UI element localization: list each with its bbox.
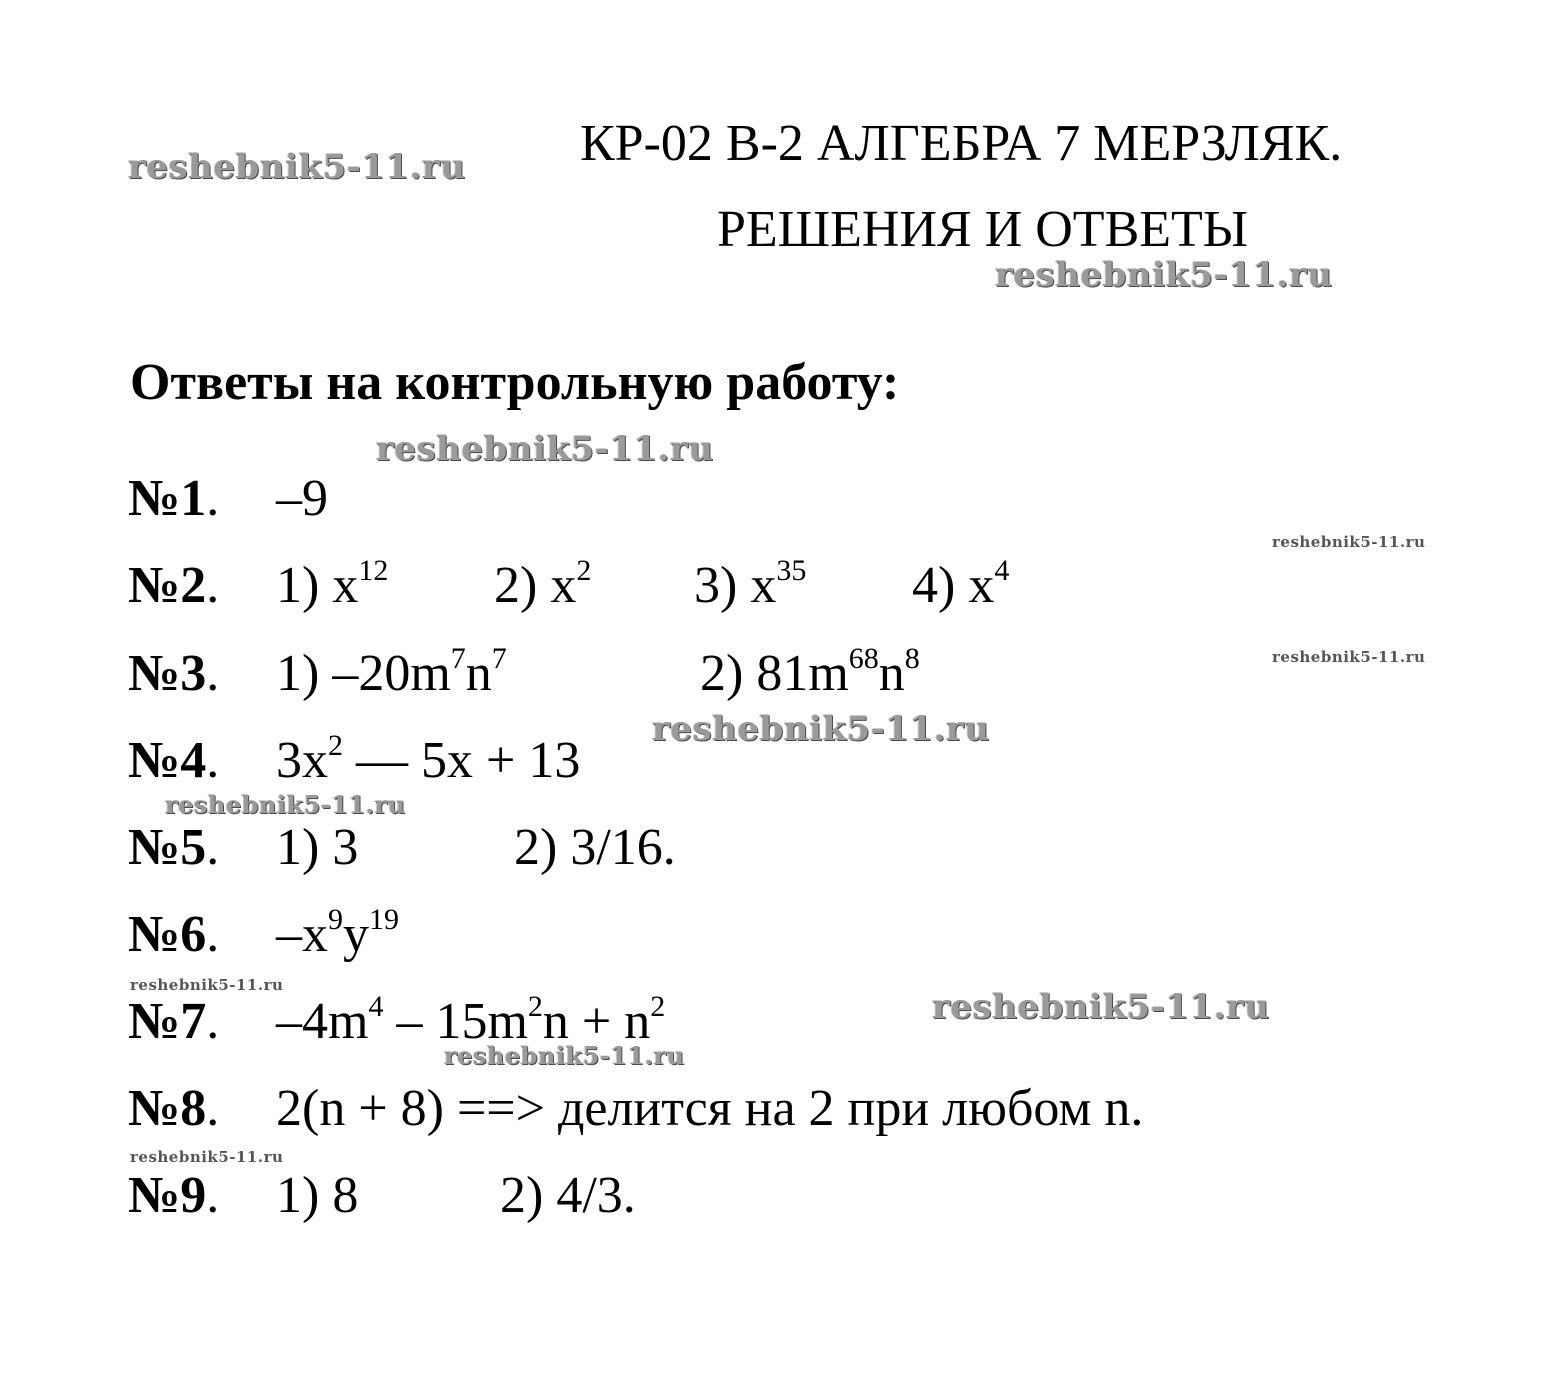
page-title-line-2: РЕШЕНИЯ И ОТВЕТЫ — [717, 201, 1249, 258]
answer-part-1: 1) $x^{12}$ — [276, 554, 389, 614]
answer-number: №3 — [128, 645, 207, 702]
answer-6: №6. $-x^9y^{19}$ — [128, 903, 399, 963]
answer-5: №5. 1) 3 2) 3/16. — [128, 819, 676, 876]
answer-part-2: 2) 3/16. — [514, 819, 676, 876]
answer-2: №2. 1) $x^{12}$ 2) $x^2$ 3) $x^{35}$ 4) $x^4$ — [128, 554, 1010, 614]
answer-value: 2(n + 8) ==> делится на 2 при любом n. — [276, 1080, 1144, 1137]
answer-7: №7. $-4m^4 - 15m^2n + n^2$ — [128, 990, 666, 1050]
answer-part-3: 3) $x^{35}$ — [694, 554, 807, 614]
answer-part-2: 2) $x^2$ — [494, 554, 592, 614]
answer-number: №2 — [128, 557, 207, 614]
answer-part-1: 1) 8 — [276, 1167, 359, 1224]
answer-number: №7 — [128, 993, 207, 1050]
answer-3: №3. 1) $-20m^7n^7$ 2) $81m^{68}n^8$ — [128, 642, 920, 702]
watermark: reshebnik5-11.ru — [165, 790, 406, 819]
answer-value: $-x^9y^{19}$ — [276, 903, 399, 963]
answer-part-2: 2) $81m^{68}n^8$ — [700, 642, 920, 702]
answer-8: №8. 2(n + 8) ==> делится на 2 при любом n. — [128, 1080, 1144, 1137]
watermark: reshebnik5-11.ru — [932, 987, 1270, 1027]
page-title-line-1: КР-02 В-2 АЛГЕБРА 7 МЕРЗЛЯК. — [580, 115, 1343, 172]
watermark: reshebnik5-11.ru — [130, 976, 284, 994]
answers-heading: Ответы на контрольную работу: — [130, 354, 900, 411]
answer-part-4: 4) $x^4$ — [912, 554, 1010, 614]
answer-number: №5 — [128, 819, 207, 876]
watermark: reshebnik5-11.ru — [376, 429, 714, 469]
answer-value: –9 — [276, 470, 328, 527]
watermark: reshebnik5-11.ru — [652, 709, 990, 749]
watermark: reshebnik5-11.ru — [995, 255, 1333, 295]
answer-number: №8 — [128, 1080, 207, 1137]
watermark: reshebnik5-11.ru — [130, 1148, 284, 1166]
answer-part-2: 2) 4/3. — [500, 1167, 636, 1224]
watermark: reshebnik5-11.ru — [444, 1041, 685, 1070]
answer-part-1: 1) $-20m^7n^7$ — [276, 642, 507, 702]
answer-number: №1 — [128, 470, 207, 527]
answer-number: №6 — [128, 906, 207, 963]
watermark: reshebnik5-11.ru — [128, 147, 466, 187]
answer-value: $3x^2$ — 5x + 13 — [276, 729, 581, 789]
watermark: reshebnik5-11.ru — [1272, 533, 1426, 551]
watermark: reshebnik5-11.ru — [1272, 648, 1426, 666]
answer-value: $-4m^4 - 15m^2n + n^2$ — [276, 990, 666, 1050]
answer-number: №9 — [128, 1167, 207, 1224]
answer-4: №4. $3x^2$ — 5x + 13 — [128, 729, 581, 789]
answer-number: №4 — [128, 732, 207, 789]
answer-9: №9. 1) 8 2) 4/3. — [128, 1167, 636, 1224]
answer-1: №1. –9 — [128, 470, 328, 527]
answer-part-1: 1) 3 — [276, 819, 359, 876]
